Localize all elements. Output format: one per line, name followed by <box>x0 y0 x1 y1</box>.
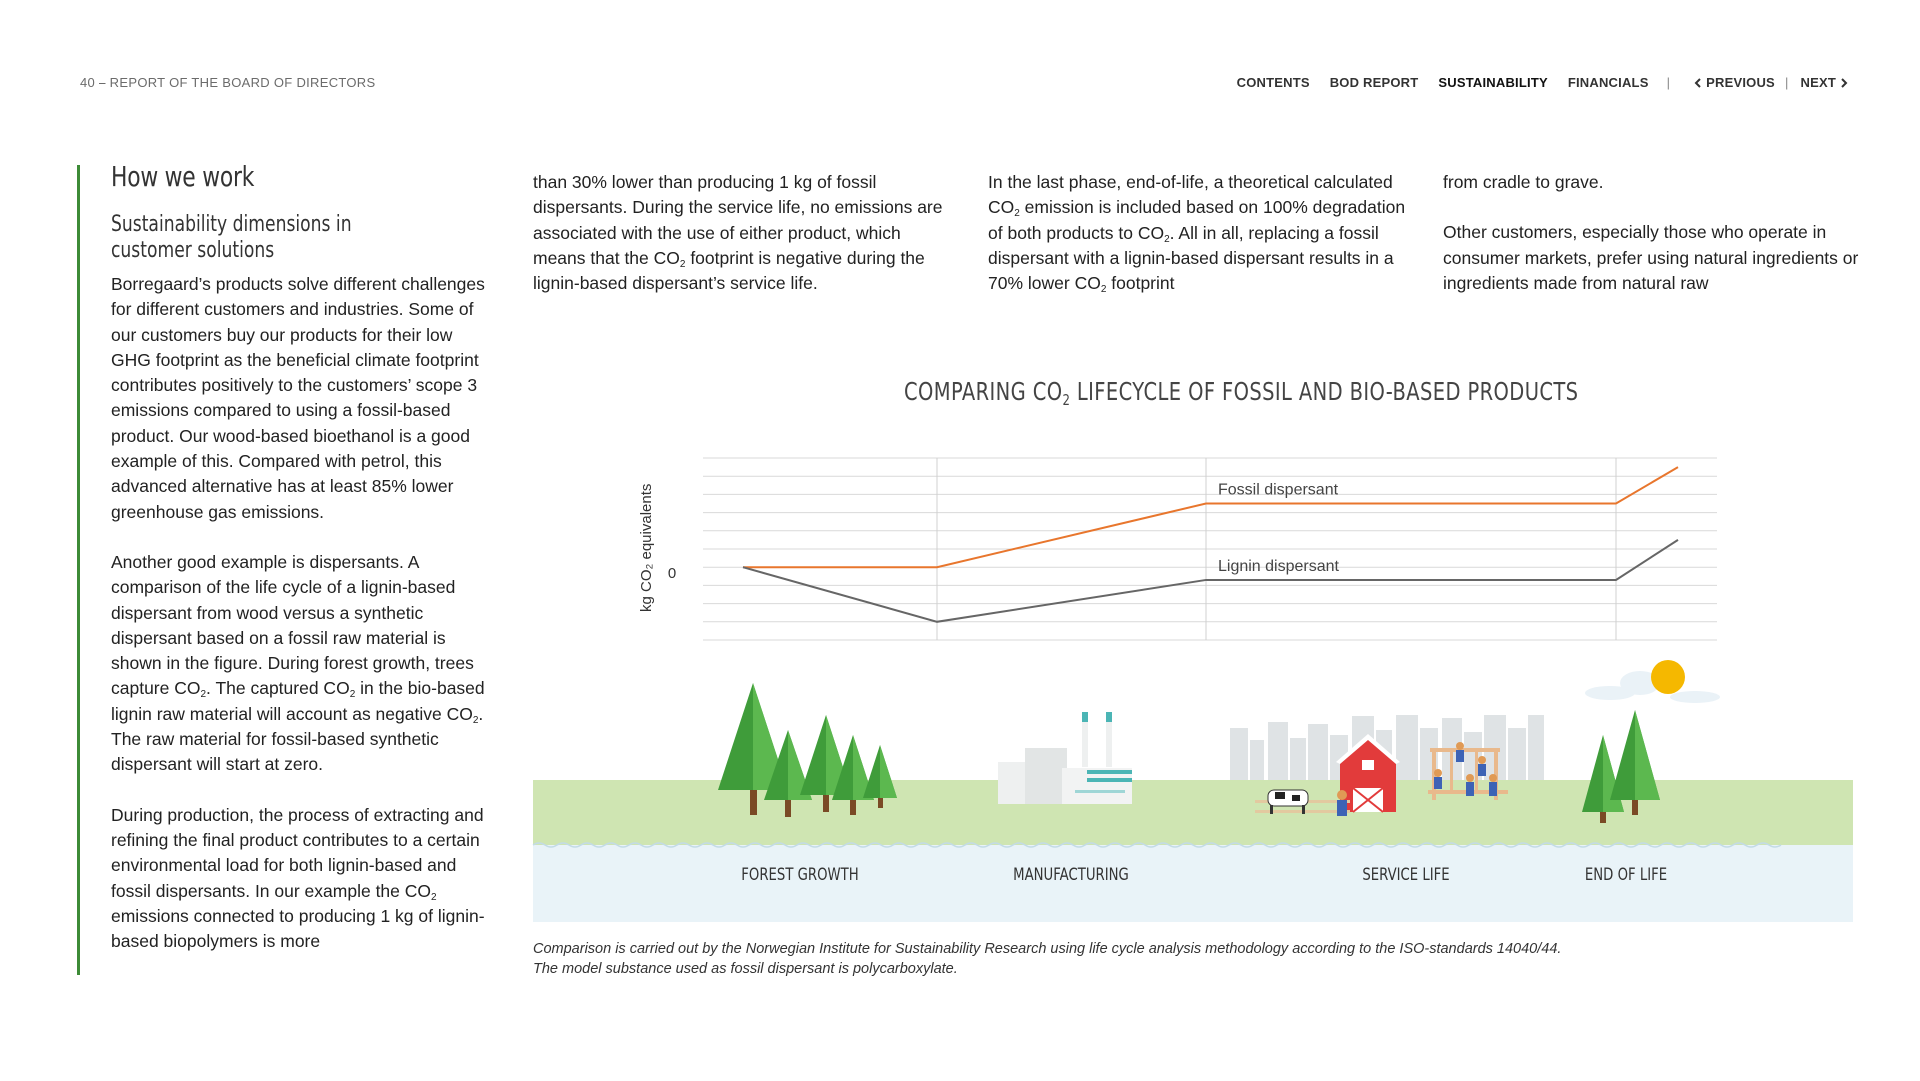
paragraph: In the last phase, end-of-life, a theoretical calculated $CO_2$ emission is included based on 100% degradation of both products to $CO_2$. All in all, replacing a fossil dispersant with a lignin-based dispersant results in a 70% lower $CO_2$ footprint <box>988 172 1406 296</box>
nav-previous-label: PREVIOUS <box>1706 75 1775 90</box>
paragraph: from cradle to grave. <box>1443 172 1604 192</box>
paragraph: Borregaard’s products solve different challenges for different customers and industries. Some of our customers buy our products for their low GHG footprint as the beneficial climate footprint contributes positively to the customers’ scope 3 emissions compared to using a fossil-based product. Our wood-based bioethanol is a good example of this. Compared with petrol, this advanced alternative has at least 85% lower greenhouse gas emissions. <box>111 274 485 522</box>
nav-contents[interactable]: CONTENTS <box>1236 75 1310 90</box>
paragraph: than 30% lower than producing 1 kg of fossil dispersants. During the service life, no emissions are associated with the use of either product, which means that the $CO_2$ footprint is negative during the lignin-based dispersant’s service life. <box>533 172 943 294</box>
series-label-fossil: Fossil dispersant <box>1218 481 1339 499</box>
nav-separator-2: | <box>1784 75 1789 90</box>
series-line-fossil <box>743 467 1678 567</box>
stage-label-forest-growth: FOREST GROWTH <box>741 864 859 885</box>
chart-grid <box>703 458 1717 640</box>
series-label-lignin: Lignin dispersant <box>1218 557 1339 575</box>
zero-tick-label: 0 <box>667 565 677 582</box>
series-line-lignin <box>743 540 1678 622</box>
nav-separator: | <box>1666 75 1671 90</box>
y-axis-label: kg CO₂ equivalents <box>638 483 655 612</box>
nav-financials[interactable]: FINANCIALS <box>1567 75 1649 90</box>
nav-sustainability[interactable]: SUSTAINABILITY <box>1438 75 1548 90</box>
subtitle-line-1: Sustainability dimensions in <box>111 212 352 237</box>
paragraph: Another good example is dispersants. A comparison of the life cycle of a lignin-based dispersant from wood versus a synthetic dispersant based on a fossil raw material is shown in the figure. During forest growth, trees capture $CO_2$. The captured $CO_2$ in the bio-based lignin raw material will account as negative $CO_2$. The raw material for fossil-based synthetic dispersant will start at zero. <box>111 551 485 775</box>
chart-series <box>743 467 1678 622</box>
figure-caption <box>533 939 1561 979</box>
chart-title: COMPARING $CO_2$ LIFECYCLE OF FOSSIL AND BIO-BASED PRODUCTS <box>904 377 1579 409</box>
nav-next-label: NEXT <box>1800 75 1836 90</box>
page-info: 40 ⎯ REPORT OF THE BOARD OF DIRECTORS <box>80 75 376 90</box>
caption-line-2: The model substance used as fossil dispersant is polycarboxylate. <box>533 961 958 977</box>
stage-label-end-of-life: END OF LIFE <box>1584 864 1668 885</box>
paragraph: Other customers, especially those who operate in consumer markets, prefer using natural ingredients or ingredients made from natural raw <box>1443 222 1859 293</box>
sun-icon <box>1651 660 1685 694</box>
tree-icon <box>1610 710 1660 815</box>
section-title: How we work <box>111 160 255 193</box>
caption-line-1: Comparison is carried out by the Norwegian Institute for Sustainability Research using life cycle analysis methodology according to the ISO-standards 14040/44. <box>533 941 1562 957</box>
factory-illustration <box>998 712 1132 804</box>
subtitle-line-2: customer solutions <box>111 238 275 263</box>
nav-bod-report[interactable]: BOD REPORT <box>1329 75 1419 90</box>
stage-label-manufacturing: MANUFACTURING <box>1013 864 1129 885</box>
stage-label-service-life: SERVICE LIFE <box>1362 864 1450 885</box>
paragraph: During production, the process of extracting and refining the final product contributes to a certain environmental load for both lignin-based and fossil dispersants. In our example the $CO_2$ emissions connected to producing 1 kg of lignin-based biopolymers is more <box>111 804 485 952</box>
